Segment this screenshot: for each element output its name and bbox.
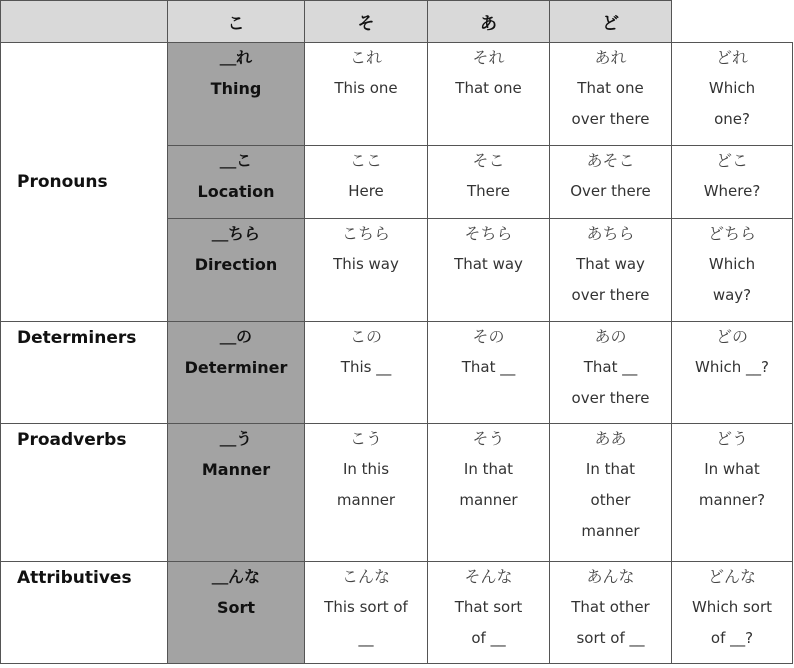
header-row [1, 1, 793, 43]
header-col-a: あ [428, 1, 550, 43]
header-col-so: そ [305, 1, 428, 43]
jp-word: どれ [715, 48, 748, 67]
form-cell [168, 146, 305, 219]
jp-word: あんな [586, 567, 635, 586]
jp-word: ここ [349, 151, 382, 170]
table-cell [305, 219, 428, 322]
category-attributives: Attributives [1, 562, 168, 664]
table-row [1, 424, 793, 562]
jp-word: あれ [594, 48, 627, 67]
en-gloss: Which [708, 79, 756, 97]
en-gloss: That sort [454, 598, 523, 616]
meaning-label: Thing [210, 79, 262, 98]
header-corner [1, 1, 168, 43]
en-gloss: That other [571, 598, 650, 616]
form-cell [168, 43, 305, 146]
en-gloss: Which __? [695, 358, 769, 376]
table-cell [672, 562, 793, 664]
en-gloss: That way [576, 255, 645, 273]
en-gloss: That one [455, 79, 522, 97]
jp-word: ああ [594, 429, 627, 448]
en-gloss: over there [571, 286, 650, 304]
form-cell [168, 562, 305, 664]
en-gloss: over there [571, 110, 650, 128]
en-gloss: That __ [461, 358, 516, 376]
jp-word: あの [594, 327, 627, 346]
form-label: ＿こ [219, 151, 252, 170]
table-cell [550, 322, 672, 424]
en-gloss: In that [463, 460, 514, 478]
en-gloss: This __ [340, 358, 392, 376]
jp-word: それ [472, 48, 505, 67]
en-gloss: Which sort [691, 598, 773, 616]
en-gloss: other [590, 491, 631, 509]
table-cell [428, 424, 550, 562]
table-cell [305, 43, 428, 146]
table-cell [305, 424, 428, 562]
table-cell [550, 219, 672, 322]
en-gloss: sort of __ [576, 629, 645, 647]
jp-word: あそこ [586, 151, 635, 170]
table-cell [305, 146, 428, 219]
form-cell [168, 322, 305, 424]
form-label: ＿の [219, 327, 252, 346]
form-label: ＿れ [219, 48, 252, 67]
en-gloss: of __? [710, 629, 754, 647]
en-gloss: manner [459, 491, 518, 509]
jp-word: こんな [341, 567, 390, 586]
en-gloss: This way [333, 255, 399, 273]
table-cell [550, 146, 672, 219]
table-cell [428, 146, 550, 219]
form-cell [168, 424, 305, 562]
category-proadverbs: Proadverbs [1, 424, 168, 562]
form-label: ＿んな [211, 567, 260, 586]
en-gloss: manner [581, 522, 640, 540]
en-gloss: There [467, 182, 510, 200]
table-cell [428, 562, 550, 664]
meaning-label: Sort [216, 598, 256, 617]
jp-word: これ [349, 48, 382, 67]
table-cell [305, 562, 428, 664]
en-gloss: That __ [583, 358, 638, 376]
jp-word: この [349, 327, 382, 346]
jp-word: どこ [715, 151, 748, 170]
en-gloss: Here [348, 182, 384, 200]
en-gloss: way? [712, 286, 752, 304]
form-label: ＿う [219, 429, 252, 448]
en-gloss: In what [704, 460, 760, 478]
en-gloss: In this [342, 460, 390, 478]
en-gloss: In that [585, 460, 636, 478]
jp-word: どう [715, 429, 748, 448]
jp-word: どの [715, 327, 748, 346]
table-row [1, 43, 793, 146]
jp-word: そちら [464, 224, 513, 243]
header-col-do: ど [550, 1, 672, 43]
meaning-label: Manner [201, 460, 271, 479]
table-cell [428, 219, 550, 322]
form-cell [168, 219, 305, 322]
en-gloss: This sort of [324, 598, 408, 616]
meaning-label: Direction [194, 255, 278, 274]
jp-word: どんな [707, 567, 756, 586]
jp-word: こちら [341, 224, 390, 243]
table-cell [672, 219, 793, 322]
jp-word: そんな [464, 567, 513, 586]
en-gloss: manner [336, 491, 396, 509]
en-gloss: Which [708, 255, 756, 273]
table-cell [672, 43, 793, 146]
en-gloss: This one [334, 79, 398, 97]
en-gloss: one? [714, 110, 750, 128]
en-gloss: manner? [698, 491, 766, 509]
table-row [1, 562, 793, 664]
jp-word: そこ [472, 151, 505, 170]
en-gloss: That way [454, 255, 523, 273]
jp-word: こう [349, 429, 382, 448]
jp-word: そう [472, 429, 505, 448]
table-cell [428, 322, 550, 424]
table-cell [550, 43, 672, 146]
table-cell [550, 424, 672, 562]
form-label: ＿ちら [211, 224, 260, 243]
table-cell [305, 322, 428, 424]
en-gloss: __ [358, 629, 374, 647]
table-cell [672, 146, 793, 219]
meaning-label: Location [197, 182, 275, 201]
category-determiners: Determiners [1, 322, 168, 424]
meaning-label: Determiner [184, 358, 288, 377]
en-gloss: over there [571, 389, 650, 407]
jp-word: あちら [586, 224, 635, 243]
table-cell [672, 424, 793, 562]
en-gloss: of __ [471, 629, 506, 647]
en-gloss: Over there [570, 182, 651, 200]
table-cell [672, 322, 793, 424]
en-gloss: Where? [703, 182, 761, 200]
jp-word: その [472, 327, 505, 346]
en-gloss: That one [577, 79, 644, 97]
table-row [1, 322, 793, 424]
header-col-ko: こ [168, 1, 305, 43]
table-cell [428, 43, 550, 146]
table-cell [550, 562, 672, 664]
jp-word: どちら [707, 224, 756, 243]
category-pronouns: Pronouns [1, 43, 168, 322]
